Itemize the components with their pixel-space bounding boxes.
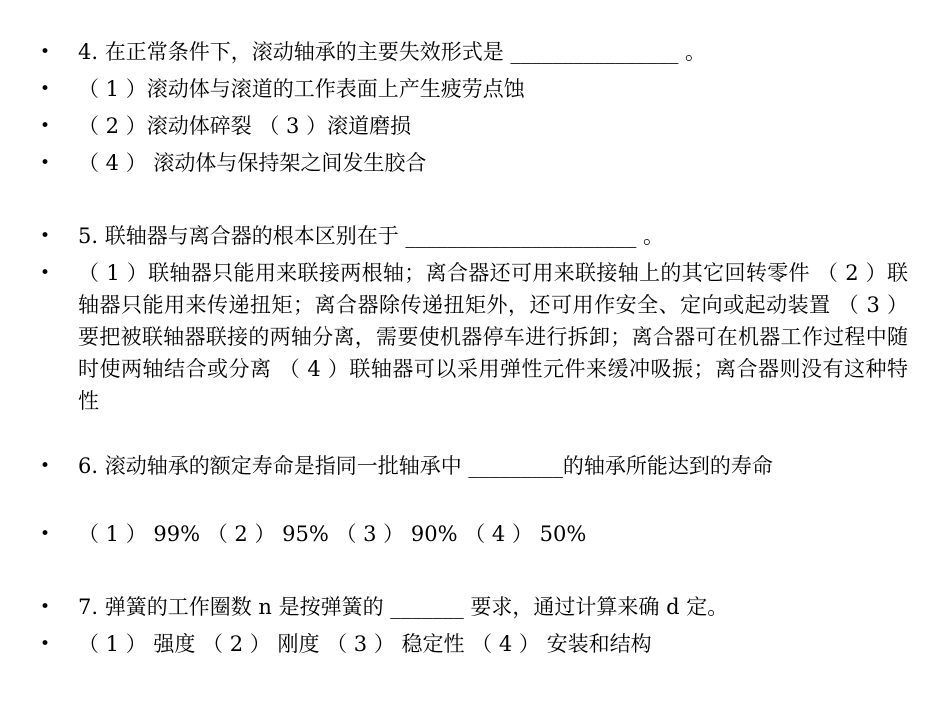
- question-5: 5. 联轴器与离合器的根本区别在于 ______________________ 。: [78, 224, 665, 248]
- question-4-option-1: （ 1 ）滚动体与滚道的工作表面上产生疲劳点蚀: [78, 77, 525, 101]
- question-6-options: （ 1 ） 99% （ 2 ） 95% （ 3 ） 90% （ 4 ） 50%: [78, 522, 587, 546]
- question-4: 4. 在正常条件下，滚动轴承的主要失效形式是 ________________ 。: [78, 40, 707, 64]
- bullet: •: [40, 79, 51, 99]
- bullet: •: [40, 42, 51, 62]
- bullet: •: [40, 226, 51, 246]
- bullet: •: [40, 153, 51, 173]
- bullet: •: [40, 634, 51, 654]
- bullet: •: [40, 456, 51, 476]
- bullet: •: [40, 597, 51, 617]
- question-7-options: （ 1 ） 强度 （ 2 ） 刚度 （ 3 ） 稳定性 （ 4 ） 安装和结构: [78, 632, 652, 656]
- bullet: •: [40, 524, 51, 544]
- question-4-option-4: （ 4 ） 滚动体与保持架之间发生胶合: [78, 151, 427, 175]
- question-6: 6. 滚动轴承的额定寿命是指同一批轴承中 _________的轴承所能达到的寿命: [78, 454, 773, 478]
- question-5-options: （ 1 ）联轴器只能用来联接两根轴；离合器还可用来联接轴上的其它回转零件 （ 2 ）联轴器只能用来传递扭矩；离合器除传递扭矩外，还可用作安全、定向或起动装置 （ 3 ）要把被联轴器联接的两轴分离，需要使机器停车进行拆卸；离合器可在机器工作过程中随时使两轴结合或分离 （ 4 ）联轴器可以采用弹性元件来缓冲吸振；离合器则没有这种特性: [78, 261, 908, 413]
- bullet: •: [40, 116, 51, 136]
- question-4-options-2-3: （ 2 ）滚动体碎裂 （ 3 ）滚道磨损: [78, 114, 412, 138]
- question-7: 7. 弹簧的工作圈数 n 是按弹簧的 _______ 要求，通过计算来确 d 定。: [78, 595, 729, 619]
- bullet: •: [40, 263, 51, 283]
